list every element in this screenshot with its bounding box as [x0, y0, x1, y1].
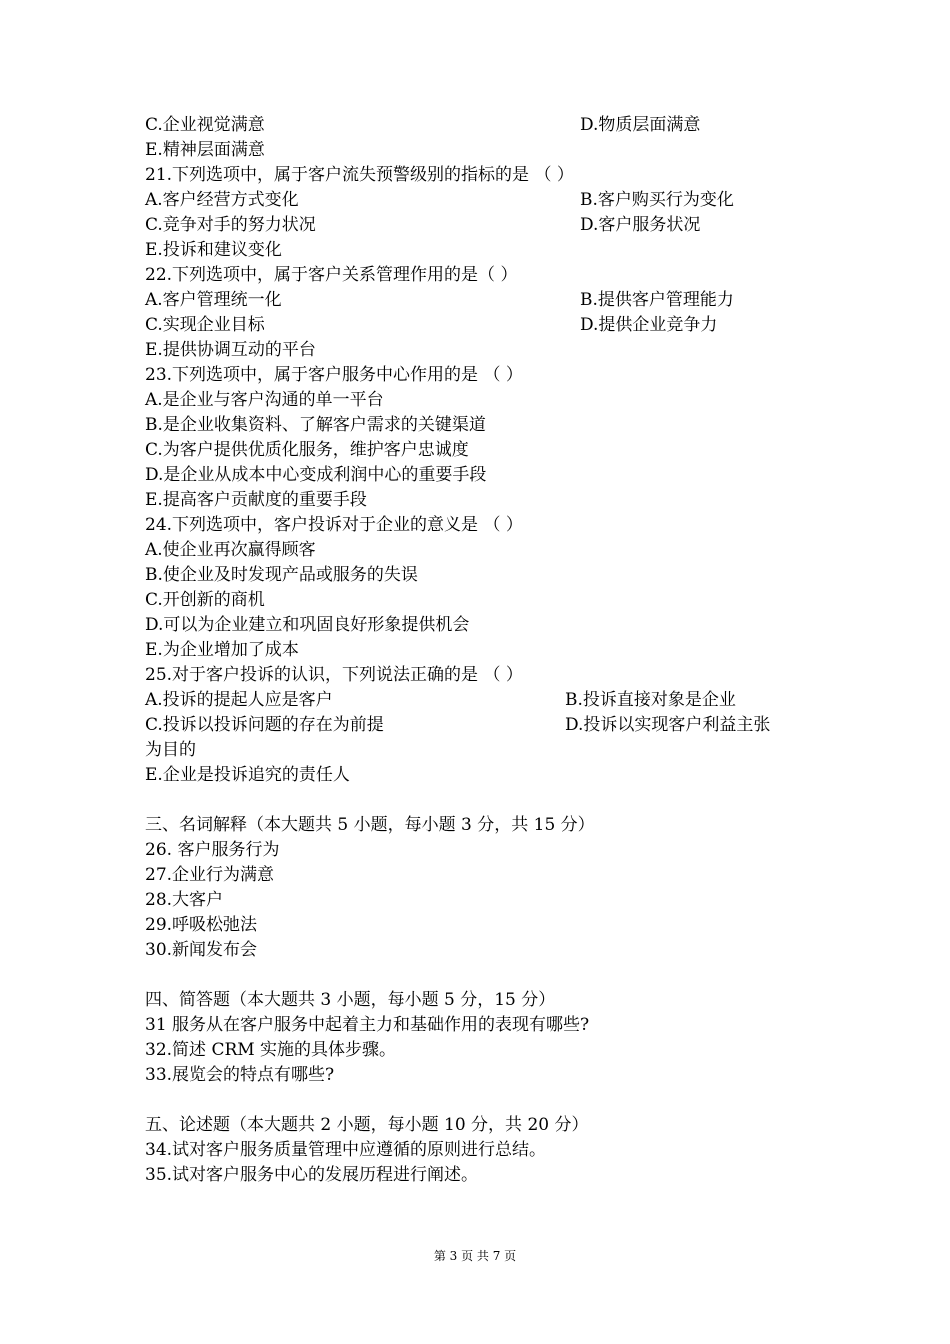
- q21-option-b: B.客户购买行为变化: [580, 190, 734, 210]
- q20-option-d: D.物质层面满意: [580, 115, 701, 135]
- q23-stem: 23.下列选项中，属于客户服务中心作用的是 （ ）: [145, 365, 523, 385]
- section3-item-29: 29.呼吸松弛法: [145, 915, 258, 935]
- q24-option-a: A.使企业再次赢得顾客: [145, 540, 316, 560]
- q25-stem: 25.对于客户投诉的认识，下列说法正确的是 （ ）: [145, 665, 523, 685]
- q22-options-cd: [145, 313, 718, 338]
- q24-option-b: B.使企业及时发现产品或服务的失误: [145, 565, 418, 585]
- q24-option-e: E.为企业增加了成本: [145, 640, 299, 660]
- section3-item-26: 26. 客户服务行为: [145, 840, 280, 860]
- q21-option-c: C.竞争对手的努力状况: [145, 215, 316, 235]
- q23-option-a: A.是企业与客户沟通的单一平台: [145, 390, 384, 410]
- q21-options-ab: [145, 188, 734, 213]
- q22-option-b: B.提供客户管理能力: [580, 290, 734, 310]
- q25-option-d: D.投诉以实现客户利益主张: [565, 715, 771, 735]
- section5-item-35: 35.试对客户服务中心的发展历程进行阐述。: [145, 1165, 479, 1185]
- q23-option-b: B.是企业收集资料、了解客户需求的关键渠道: [145, 415, 486, 435]
- q21-option-d: D.客户服务状况: [580, 215, 701, 235]
- section3-heading: 三、名词解释（本大题共 5 小题，每小题 3 分，共 15 分）: [145, 815, 595, 835]
- q21-stem: 21.下列选项中，属于客户流失预警级别的指标的是 （ ）: [145, 165, 574, 185]
- q24-option-d: D.可以为企业建立和巩固良好形象提供机会: [145, 615, 470, 635]
- q22-option-c: C.实现企业目标: [145, 315, 265, 335]
- section3-item-30: 30.新闻发布会: [145, 940, 258, 960]
- q25-option-e: E.企业是投诉追究的责任人: [145, 765, 350, 785]
- q22-option-a: A.客户管理统一化: [145, 290, 282, 310]
- q23-option-e: E.提高客户贡献度的重要手段: [145, 490, 367, 510]
- q24-stem: 24.下列选项中，客户投诉对于企业的意义是 （ ）: [145, 515, 523, 535]
- section4-item-32: 32.简述 CRM 实施的具体步骤。: [145, 1040, 397, 1060]
- section3-item-27: 27.企业行为满意: [145, 865, 275, 885]
- section4-item-31: 31 服务从在客户服务中起着主力和基础作用的表现有哪些?: [145, 1015, 590, 1035]
- q25-option-c: C.投诉以投诉问题的存在为前提: [145, 715, 384, 735]
- q23-option-d: D.是企业从成本中心变成利润中心的重要手段: [145, 465, 487, 485]
- q25-options-ab: [145, 688, 736, 713]
- q22-stem: 22.下列选项中，属于客户关系管理作用的是（ ）: [145, 265, 518, 285]
- q25-options-cd: [145, 713, 771, 738]
- section5-item-34: 34.试对客户服务质量管理中应遵循的原则进行总结。: [145, 1140, 547, 1160]
- section4-heading: 四、简答题（本大题共 3 小题，每小题 5 分，15 分）: [145, 990, 556, 1010]
- section5-heading: 五、论述题（本大题共 2 小题，每小题 10 分，共 20 分）: [145, 1115, 589, 1135]
- q22-option-e: E.提供协调互动的平台: [145, 340, 316, 360]
- q20-option-e: E.精神层面满意: [145, 140, 265, 160]
- q22-option-d: D.提供企业竞争力: [580, 315, 718, 335]
- q22-options-ab: [145, 288, 734, 313]
- q23-option-c: C.为客户提供优质化服务，维护客户忠诚度: [145, 440, 469, 460]
- section3-item-28: 28.大客户: [145, 890, 224, 910]
- page-number-footer: 第 3 页 共 7 页: [433, 1249, 517, 1263]
- q21-options-cd: [145, 213, 701, 238]
- q20-options-cd: [145, 113, 701, 138]
- q24-option-c: C.开创新的商机: [145, 590, 265, 610]
- q21-option-e: E.投诉和建议变化: [145, 240, 282, 260]
- q21-option-a: A.客户经营方式变化: [145, 190, 299, 210]
- q25-option-a: A.投诉的提起人应是客户: [145, 690, 333, 710]
- q25-option-b: B.投诉直接对象是企业: [565, 690, 736, 710]
- q25-option-d-continued: 为目的: [145, 740, 196, 760]
- section4-item-33: 33.展览会的特点有哪些?: [145, 1065, 335, 1085]
- q20-option-c: C.企业视觉满意: [145, 115, 265, 135]
